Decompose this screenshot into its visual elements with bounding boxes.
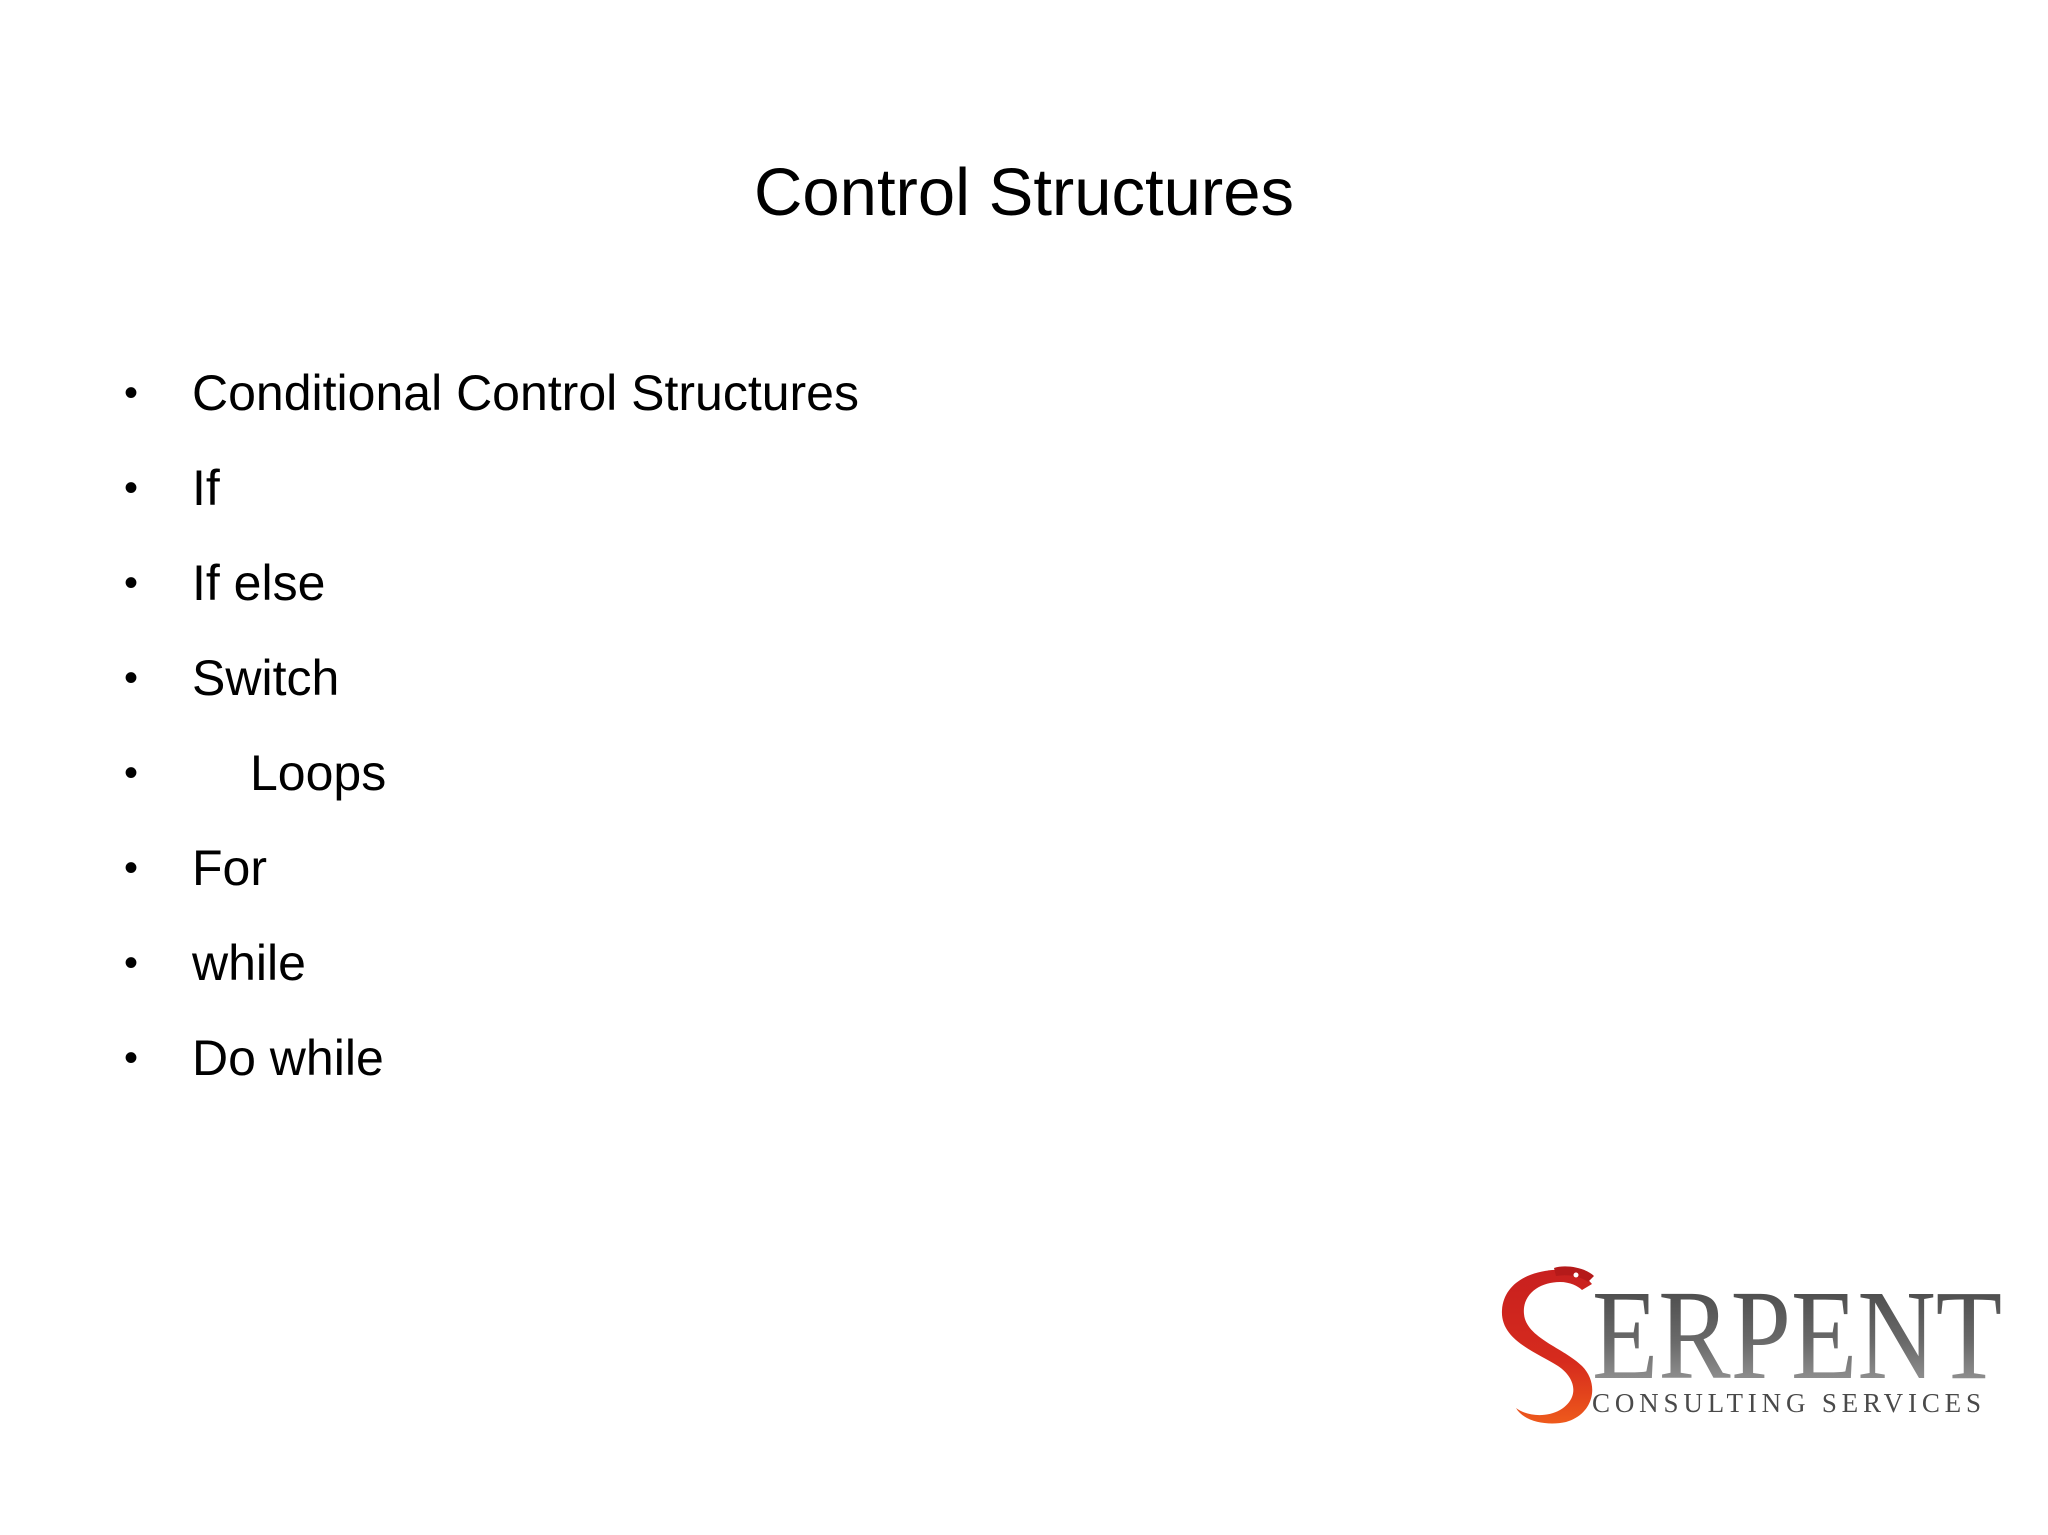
bullet-text: Conditional Control Structures bbox=[192, 365, 859, 421]
list-item bbox=[0, 1023, 1200, 1093]
list-item bbox=[0, 453, 1200, 523]
bullet-text: If else bbox=[192, 555, 326, 611]
bullet-text: while bbox=[192, 935, 306, 991]
bullet-dot: • bbox=[124, 751, 139, 795]
serpent-logo bbox=[1496, 1266, 2006, 1428]
bullet-dot: • bbox=[124, 941, 139, 985]
list-item bbox=[0, 928, 1200, 998]
bullet-dot: • bbox=[124, 846, 139, 890]
bullet-text: If bbox=[192, 460, 220, 516]
bullet-dot: • bbox=[124, 371, 139, 415]
bullet-text: For bbox=[192, 840, 267, 896]
serpent-s-shape bbox=[1502, 1270, 1592, 1424]
list-item bbox=[0, 833, 1200, 903]
bullet-text: Do while bbox=[192, 1030, 384, 1086]
serpent-eye bbox=[1574, 1273, 1579, 1278]
list-item bbox=[0, 358, 1200, 428]
slide-title: Control Structures bbox=[754, 155, 1294, 230]
bullet-dot: • bbox=[124, 1036, 139, 1080]
bullet-dot: • bbox=[124, 561, 139, 605]
list-item bbox=[0, 738, 1200, 808]
logo-letters: ERPENT bbox=[1592, 1266, 2002, 1406]
list-item bbox=[0, 643, 1200, 713]
list-item bbox=[0, 548, 1200, 618]
bullet-text: Switch bbox=[192, 650, 340, 706]
bullet-text: Loops bbox=[250, 745, 387, 801]
bullet-dot: • bbox=[124, 466, 139, 510]
bullet-dot: • bbox=[124, 656, 139, 700]
logo-tagline: CONSULTING SERVICES bbox=[1592, 1388, 1986, 1418]
